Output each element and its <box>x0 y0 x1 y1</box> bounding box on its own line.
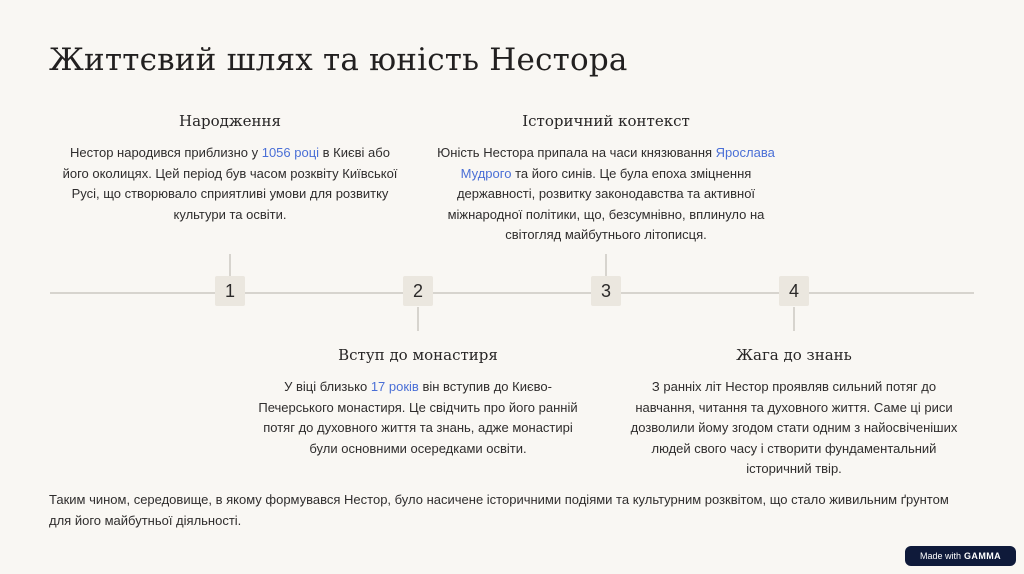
card-heading: Історичний контекст <box>522 112 690 130</box>
timeline-card-birth <box>60 112 400 225</box>
gamma-logo: GAMMA <box>964 551 1002 561</box>
made-with-gamma-badge[interactable] <box>905 546 1016 566</box>
timeline-tick <box>229 254 231 278</box>
timeline-marker-2: 2 <box>403 276 433 306</box>
card-text: У віці близько 17 років він вступив до Києво-Печерського монастиря. Це свідчить про його ранній потяг до духовного життя та знань, адже монастирі були основними осередками освіти. <box>258 379 578 456</box>
timeline-card-context <box>436 112 776 246</box>
card-text: Нестор народився приблизно у 1056 році в Києві або його околицях. Цей період був часом розквіту Київської Русі, що створювало сприятливі умови для розвитку культури та освіти. <box>62 145 398 222</box>
timeline-card-knowledge <box>624 346 964 480</box>
badge-prefix: Made with <box>919 551 962 561</box>
timeline-marker-4: 4 <box>779 276 809 306</box>
page-title: Життєвий шлях та юність Нестора <box>49 42 628 78</box>
card-heading: Жага до знань <box>736 346 852 364</box>
timeline-marker-3: 3 <box>591 276 621 306</box>
timeline-marker-1: 1 <box>215 276 245 306</box>
timeline-card-monastery <box>248 346 588 459</box>
highlight-name: Ярослава Мудрого <box>460 145 775 181</box>
card-heading: Вступ до монастиря <box>338 346 498 364</box>
highlight-age: 17 років <box>370 379 419 394</box>
card-heading: Народження <box>178 112 282 130</box>
summary-text: Таким чином, середовище, в якому формувався Нестор, було насичене історичними подіями та культурним розквітом, що стало живильним ґрунтом для його майбутньої діяльності. <box>49 492 949 528</box>
card-text: З ранніх літ Нестор проявляв сильний потяг до навчання, читання та духовного життя. Саме ці риси дозволили йому згодом стати одним з найосвіченіших людей свого часу і створити фундаментальний історичний твір. <box>630 379 958 477</box>
timeline-tick <box>793 307 795 331</box>
timeline-tick <box>605 254 607 278</box>
highlight-year: 1056 році <box>261 145 320 160</box>
card-text: Юність Нестора припала на часи князювання Ярослава Мудрого та його синів. Це була епоха зміцнення державності, розвитку законодавства та активної міжнародної політики, що, безсумнівно, вплинуло на світогляд майбутнього літописця. <box>437 145 775 243</box>
timeline-line <box>50 292 974 294</box>
timeline-tick <box>417 307 419 331</box>
